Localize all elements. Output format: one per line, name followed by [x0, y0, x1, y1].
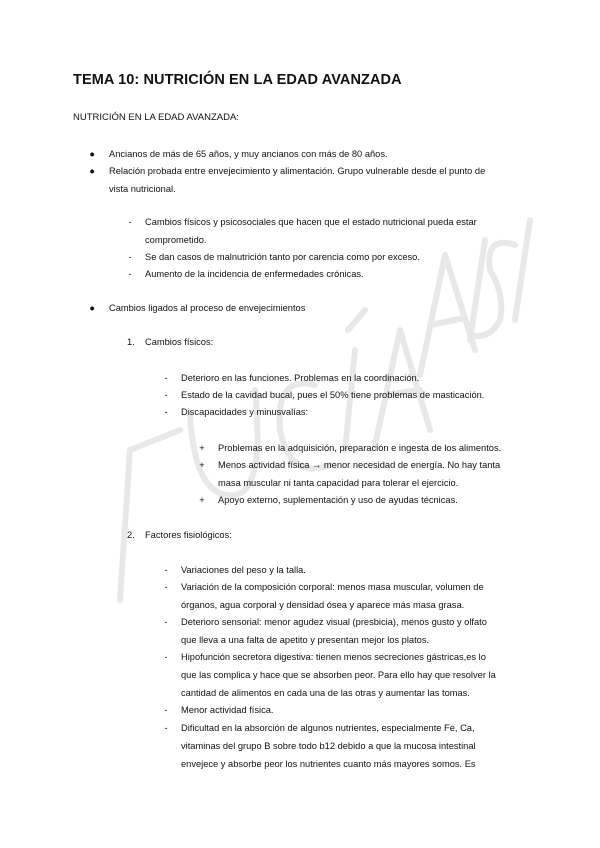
list-item: Se dan casos de malnutrición tanto por carencia como por exceso.	[145, 252, 420, 262]
section-subtitle: NUTRICIÓN EN LA EDAD AVANZADA:	[73, 112, 239, 123]
section-title: Factores fisiológicos:	[145, 530, 232, 540]
list-item: Apoyo externo, suplementación y uso de ayudas técnicas.	[218, 495, 458, 505]
dash-marker: -	[164, 390, 168, 400]
list-item-continuation: masa muscular ni tanta capacidad para tolerar el ejercicio.	[218, 478, 459, 488]
list-item-continuation: que lleva a una falta de apetito y presentan mejor los platos.	[181, 635, 430, 645]
list-item-continuation: envejece y absorbe peor los nutrientes cuanto más mayores somos. Es	[181, 759, 476, 769]
list-item: Deterioro en las funciones. Problemas en la coordinación.	[181, 373, 420, 383]
dash-marker: -	[164, 617, 168, 627]
dash-marker: -	[164, 582, 168, 592]
list-item: Aumento de la incidencia de enfermedades crónicas.	[145, 269, 364, 279]
bullet-marker: ●	[89, 303, 95, 313]
list-item-continuation: comprometido.	[145, 235, 207, 245]
list-item: Dificultad en la absorción de algunos nutrientes, especialmente Fe, Ca,	[181, 723, 475, 733]
list-item: Variaciones del peso y la talla.	[181, 565, 306, 575]
plus-marker: +	[199, 495, 205, 505]
list-item: Discapacidades y minusvalías:	[181, 407, 309, 417]
list-item: Variación de la composición corporal: menos masa muscular, volumen de	[181, 582, 484, 592]
dash-marker: -	[164, 373, 168, 383]
list-item: Problemas en la adquisición, preparación e ingesta de los alimentos.	[218, 443, 502, 453]
bullet-marker: ●	[89, 149, 95, 159]
dash-marker: -	[128, 217, 132, 227]
section-number: 1.	[127, 337, 135, 347]
plus-marker: +	[199, 460, 205, 470]
list-item: Deterioro sensorial: menor agudez visual (presbicia), menos gusto y olfato	[181, 617, 487, 627]
plus-marker: +	[199, 443, 205, 453]
list-item: Relación probada entre envejecimiento y alimentación. Grupo vulnerable desde el punto de	[109, 166, 486, 176]
list-item: Ancianos de más de 65 años, y muy ancianos con más de 80 años.	[109, 149, 388, 159]
list-item: Estado de la cavidad bucal, pues el 50% tiene problemas de masticación.	[181, 390, 485, 400]
list-item-continuation: vitaminas del grupo B sobre todo b12 debido a que la mucosa intestinal	[181, 741, 476, 751]
section-heading: Cambios ligados al proceso de envejecimientos	[109, 303, 306, 313]
dash-marker: -	[164, 407, 168, 417]
dash-marker: -	[128, 252, 132, 262]
dash-marker: -	[164, 652, 168, 662]
list-item-continuation: que las complica y hace que se absorben peor. Para ello hay que resolver la	[181, 670, 496, 680]
page-title: TEMA 10: NUTRICIÓN EN LA EDAD AVANZADA	[73, 72, 402, 88]
list-item: Menos actividad física → menor necesidad de energía. No hay tanta	[218, 460, 501, 470]
section-number: 2.	[127, 530, 135, 540]
list-item: Hipofunción secretora digestiva: tienen menos secreciones gástricas,es lo	[181, 652, 486, 662]
bullet-marker: ●	[89, 166, 95, 176]
dash-marker: -	[128, 269, 132, 279]
list-item-continuation: cantidad de alimentos en cada una de las otras y aumentar las tomas.	[181, 688, 470, 698]
list-item: Cambios físicos y psicosociales que hacen que el estado nutricional pueda estar	[145, 217, 477, 227]
section-title: Cambios físicos:	[145, 337, 214, 347]
list-item: Menor actividad física.	[181, 705, 274, 715]
list-item-continuation: vista nutricional.	[109, 184, 176, 194]
dash-marker: -	[164, 565, 168, 575]
dash-marker: -	[164, 723, 168, 733]
dash-marker: -	[164, 705, 168, 715]
list-item-continuation: órganos, agua corporal y densidad ósea y aparece más masa grasa.	[181, 600, 465, 610]
